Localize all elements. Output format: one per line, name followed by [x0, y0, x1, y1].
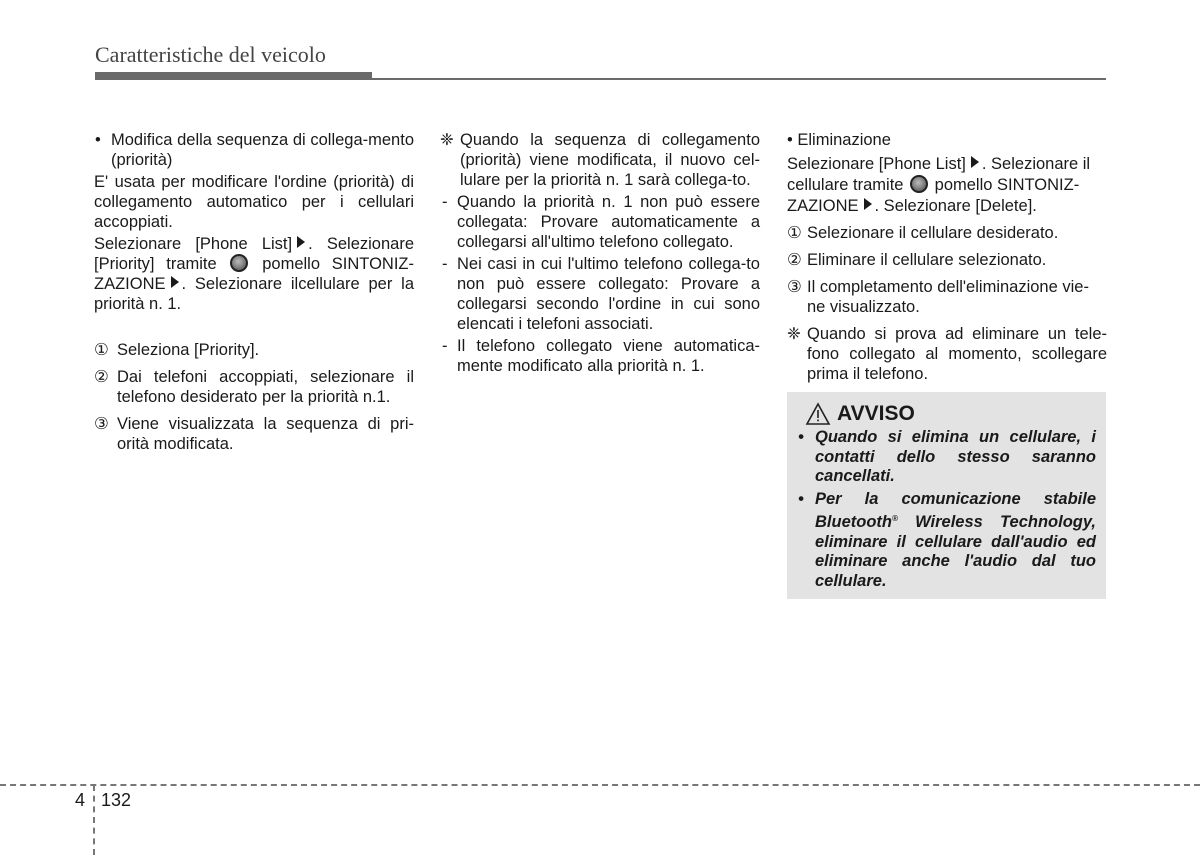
bullet-item — [94, 130, 414, 170]
dash-item — [440, 336, 760, 376]
arrow-right-icon — [864, 198, 872, 210]
instruction-text: . Selezionare [Delete]. — [874, 197, 1037, 215]
step-text: Il completamento dell'eliminazione vie-ne visualizzato. — [807, 278, 1089, 316]
warning-header — [797, 402, 1096, 426]
step-number: ③ — [94, 415, 109, 433]
instruction-text: Selezionare [Phone List] — [94, 235, 293, 253]
step-item — [787, 250, 1107, 270]
page-number: 132 — [101, 790, 132, 810]
arrow-right-icon — [971, 156, 979, 168]
note-mark: ❈ — [440, 131, 454, 149]
instruction-text: Selezionare [Phone List] — [787, 155, 966, 173]
warning-text-part: Per la comunicazione stabile Bluetooth — [815, 489, 1096, 531]
step-text: Selezionare il cellulare desiderato. — [807, 224, 1059, 242]
step-item — [787, 277, 1107, 317]
dash-item — [440, 192, 760, 252]
step-number: ② — [94, 368, 109, 386]
section-heading: • Eliminazione — [787, 131, 891, 149]
warning-text: Quando si elimina un cellulare, i contatti dello stesso saranno cancellati. — [815, 428, 1096, 485]
dash-item — [440, 254, 760, 334]
dash-text: Il telefono collegato viene automatica-mente modificato alla priorità n. 1. — [457, 337, 760, 375]
instruction-text: . Selezionare il cellulare tramite — [787, 155, 1091, 194]
note-text: Quando la sequenza di collegamento (priorità) viene modificata, il nuovo cel-lulare per la priorità n. 1 sarà collega-to. — [460, 131, 760, 189]
intro-paragraph: E' usata per modificare l'ordine (priorità) di collegamento automatico per i cellulari accoppiati. — [94, 173, 414, 231]
warning-item — [797, 490, 1096, 592]
dash-text: Nei casi in cui l'ultimo telefono collega-to non può essere collegato: Provare a collegarsi secondo l'ordine in cui sono elencati i telefoni associati. — [457, 255, 760, 333]
bullet-mark: • — [95, 131, 101, 149]
footer-divider — [93, 785, 95, 855]
bullet-mark: • — [798, 489, 804, 508]
step-item — [94, 340, 414, 360]
tune-knob-icon — [230, 254, 248, 272]
arrow-right-icon — [297, 236, 305, 248]
step-item — [94, 367, 414, 407]
column-1 — [94, 130, 414, 461]
step-text: Dai telefoni accoppiati, selezionare il telefono desiderato per la priorità n.1. — [117, 368, 414, 406]
note-item — [787, 324, 1107, 384]
warning-triangle-icon — [805, 402, 831, 426]
dash-text: Quando la priorità n. 1 non può essere collegata: Provare automaticamente a collegarsi all'ultimo telefono collegato. — [457, 193, 760, 251]
step-text: Viene visualizzata la sequenza di pri-orità modificata. — [117, 415, 414, 453]
step-text: Eliminare il cellulare selezionato. — [807, 251, 1047, 269]
warning-box — [787, 392, 1106, 599]
dash-mark: - — [442, 193, 448, 211]
note-mark: ❈ — [787, 325, 801, 343]
instruction-text: . Selezionare [Priority] tramite — [94, 235, 414, 273]
chapter-number: 4 — [75, 790, 86, 810]
bullet-text: Modifica della sequenza di collega-mento (priorità) — [111, 131, 414, 169]
instruction-text: pomello SINTONIZ-ZAZIONE — [787, 176, 1080, 215]
instruction-text: pomello SINTONIZ-ZAZIONE — [94, 255, 414, 293]
header-rule — [95, 78, 1106, 80]
note-text: Quando si prova ad eliminare un tele-fono collegato al momento, scollegare prima il telefono. — [807, 325, 1107, 383]
step-number: ① — [94, 341, 109, 359]
warning-item — [797, 428, 1096, 487]
step-item — [94, 414, 414, 454]
instruction-paragraph — [787, 154, 1107, 217]
page-header-title: Caratteristiche del veicolo — [95, 42, 326, 67]
registered-mark: ® — [891, 514, 898, 523]
dash-mark: - — [442, 255, 448, 273]
step-number: ③ — [787, 278, 802, 296]
bullet-mark: • — [798, 428, 804, 446]
instruction-text: . Selezionare ilcellulare per la priorità n. 1. — [94, 275, 414, 313]
warning-title: AVVISO — [837, 402, 915, 425]
warning-text — [815, 490, 1096, 592]
arrow-right-icon — [171, 276, 179, 288]
step-text: Seleziona [Priority]. — [117, 341, 260, 359]
column-2 — [440, 130, 760, 378]
column-3 — [787, 130, 1107, 386]
step-number: ② — [787, 251, 802, 269]
warning-text-part: Wireless Technology, eliminare il cellulare dall'audio ed eliminare anche l'audio dal tuo cellulare. — [815, 513, 1096, 590]
step-item — [787, 223, 1107, 243]
note-item — [440, 130, 760, 190]
footer-rule — [0, 784, 1200, 786]
instruction-paragraph — [94, 234, 414, 314]
step-number: ① — [787, 224, 802, 242]
dash-mark: - — [442, 337, 448, 355]
tune-knob-icon — [910, 175, 928, 193]
